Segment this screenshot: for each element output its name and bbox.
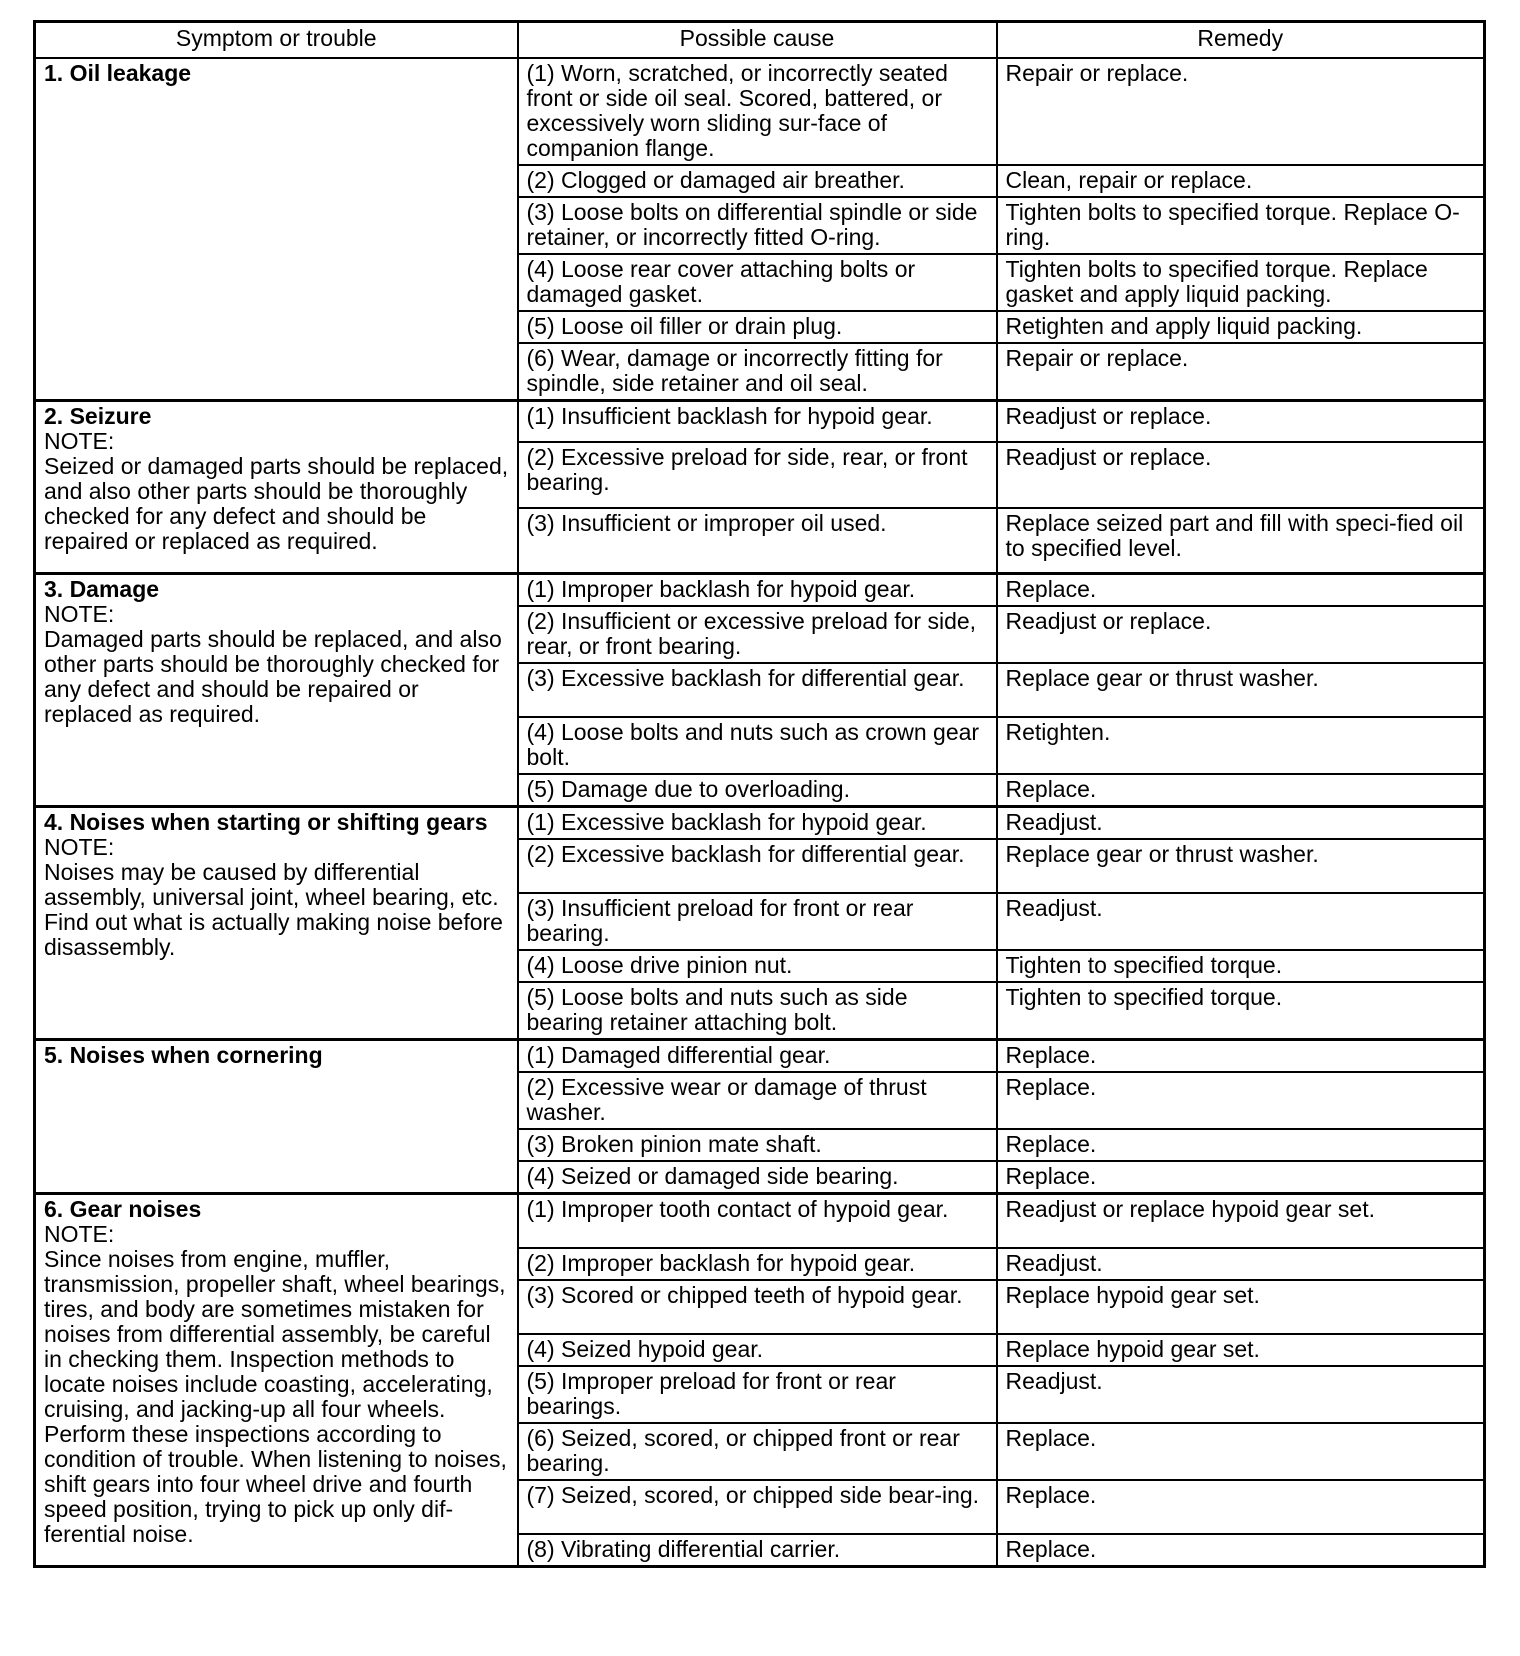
cause-cell: (1) Improper backlash for hypoid gear. bbox=[518, 574, 997, 607]
cause-cell: (6) Wear, damage or incorrectly fitting for spindle, side retainer and oil seal. bbox=[518, 343, 997, 401]
table-row bbox=[35, 1040, 1485, 1073]
cause-cell: (5) Damage due to overloading. bbox=[518, 774, 997, 807]
cause-cell: (8) Vibrating differential carrier. bbox=[518, 1534, 997, 1567]
remedy-cell: Replace gear or thrust washer. bbox=[997, 839, 1485, 893]
symptom-cell bbox=[35, 574, 518, 807]
symptom-cell bbox=[35, 58, 518, 401]
remedy-cell: Retighten. bbox=[997, 717, 1485, 774]
cause-cell: (5) Loose bolts and nuts such as side bearing retainer attaching bolt. bbox=[518, 982, 997, 1040]
cause-cell: (5) Loose oil filler or drain plug. bbox=[518, 311, 997, 343]
remedy-cell: Readjust. bbox=[997, 1248, 1485, 1280]
remedy-cell: Readjust. bbox=[997, 893, 1485, 950]
cause-cell: (2) Clogged or damaged air breather. bbox=[518, 165, 997, 197]
remedy-cell: Replace hypoid gear set. bbox=[997, 1334, 1485, 1366]
cause-cell: (1) Insufficient backlash for hypoid gear. bbox=[518, 401, 997, 442]
cause-cell: (4) Loose drive pinion nut. bbox=[518, 950, 997, 982]
header-remedy: Remedy bbox=[997, 22, 1485, 59]
remedy-cell: Readjust or replace. bbox=[997, 401, 1485, 442]
table-row bbox=[35, 807, 1485, 840]
remedy-cell: Tighten bolts to specified torque. Replace gasket and apply liquid packing. bbox=[997, 254, 1485, 311]
note-label: NOTE: bbox=[44, 428, 115, 454]
remedy-cell: Replace. bbox=[997, 1129, 1485, 1161]
cause-cell: (2) Improper backlash for hypoid gear. bbox=[518, 1248, 997, 1280]
remedy-cell: Replace. bbox=[997, 1480, 1485, 1534]
symptom-title: 6. Gear noises bbox=[44, 1196, 202, 1222]
remedy-cell: Readjust or replace. bbox=[997, 442, 1485, 508]
note-label: NOTE: bbox=[44, 1221, 115, 1247]
note-text: Damaged parts should be replaced, and also other parts should be thoroughly checked for any defect and should be repaired or replaced as required. bbox=[44, 626, 502, 727]
remedy-cell: Tighten to specified torque. bbox=[997, 950, 1485, 982]
remedy-cell: Replace. bbox=[997, 1423, 1485, 1480]
cause-cell: (3) Insufficient preload for front or rear bearing. bbox=[518, 893, 997, 950]
table-body bbox=[35, 58, 1485, 1566]
cause-cell: (7) Seized, scored, or chipped side bear-ing. bbox=[518, 1480, 997, 1534]
note-text: Seized or damaged parts should be replaced, and also other parts should be thoroughly checked for any defect and should be repaired or replaced as required. bbox=[44, 453, 509, 554]
remedy-cell: Replace. bbox=[997, 574, 1485, 607]
remedy-cell: Replace seized part and fill with speci-fied oil to specified level. bbox=[997, 508, 1485, 574]
troubleshooting-table bbox=[33, 20, 1486, 1568]
remedy-cell: Replace gear or thrust washer. bbox=[997, 663, 1485, 717]
remedy-cell: Readjust or replace. bbox=[997, 606, 1485, 663]
remedy-cell: Retighten and apply liquid packing. bbox=[997, 311, 1485, 343]
table-row bbox=[35, 58, 1485, 165]
cause-cell: (4) Seized hypoid gear. bbox=[518, 1334, 997, 1366]
cause-cell: (6) Seized, scored, or chipped front or rear bearing. bbox=[518, 1423, 997, 1480]
remedy-cell: Replace hypoid gear set. bbox=[997, 1280, 1485, 1334]
remedy-cell: Readjust. bbox=[997, 1366, 1485, 1423]
header-symptom: Symptom or trouble bbox=[35, 22, 518, 59]
header-row bbox=[35, 22, 1485, 59]
symptom-cell bbox=[35, 401, 518, 574]
symptom-title: 5. Noises when cornering bbox=[44, 1042, 323, 1068]
cause-cell: (1) Damaged differential gear. bbox=[518, 1040, 997, 1073]
remedy-cell: Clean, repair or replace. bbox=[997, 165, 1485, 197]
remedy-cell: Replace. bbox=[997, 1040, 1485, 1073]
table-row bbox=[35, 574, 1485, 607]
remedy-cell: Replace. bbox=[997, 774, 1485, 807]
cause-cell: (4) Loose rear cover attaching bolts or damaged gasket. bbox=[518, 254, 997, 311]
cause-cell: (3) Broken pinion mate shaft. bbox=[518, 1129, 997, 1161]
cause-cell: (1) Improper tooth contact of hypoid gear. bbox=[518, 1194, 997, 1248]
note-label: NOTE: bbox=[44, 601, 115, 627]
symptom-title: 2. Seizure bbox=[44, 403, 152, 429]
cause-cell: (3) Excessive backlash for differential gear. bbox=[518, 663, 997, 717]
symptom-title: 1. Oil leakage bbox=[44, 60, 192, 86]
cause-cell: (2) Excessive wear or damage of thrust washer. bbox=[518, 1072, 997, 1129]
remedy-cell: Tighten bolts to specified torque. Replace O-ring. bbox=[997, 197, 1485, 254]
note-label: NOTE: bbox=[44, 834, 115, 860]
table-row bbox=[35, 401, 1485, 442]
remedy-cell: Readjust. bbox=[997, 807, 1485, 840]
remedy-cell: Readjust or replace hypoid gear set. bbox=[997, 1194, 1485, 1248]
note-text: Noises may be caused by differential assembly, universal joint, wheel bearing, etc. Find out what is actually making noise before disassembly. bbox=[44, 859, 503, 960]
cause-cell: (1) Worn, scratched, or incorrectly seated front or side oil seal. Scored, battered, or excessively worn sliding sur-face of companion flange. bbox=[518, 58, 997, 165]
cause-cell: (4) Loose bolts and nuts such as crown gear bolt. bbox=[518, 717, 997, 774]
symptom-cell bbox=[35, 1040, 518, 1194]
remedy-cell: Repair or replace. bbox=[997, 58, 1485, 165]
remedy-cell: Replace. bbox=[997, 1161, 1485, 1194]
remedy-cell: Tighten to specified torque. bbox=[997, 982, 1485, 1040]
cause-cell: (2) Excessive preload for side, rear, or front bearing. bbox=[518, 442, 997, 508]
remedy-cell: Replace. bbox=[997, 1534, 1485, 1567]
remedy-cell: Repair or replace. bbox=[997, 343, 1485, 401]
cause-cell: (3) Loose bolts on differential spindle or side retainer, or incorrectly fitted O-ring. bbox=[518, 197, 997, 254]
cause-cell: (3) Scored or chipped teeth of hypoid gear. bbox=[518, 1280, 997, 1334]
table-row bbox=[35, 1194, 1485, 1248]
cause-cell: (5) Improper preload for front or rear bearings. bbox=[518, 1366, 997, 1423]
symptom-cell bbox=[35, 1194, 518, 1567]
cause-cell: (1) Excessive backlash for hypoid gear. bbox=[518, 807, 997, 840]
cause-cell: (4) Seized or damaged side bearing. bbox=[518, 1161, 997, 1194]
remedy-cell: Replace. bbox=[997, 1072, 1485, 1129]
cause-cell: (2) Insufficient or excessive preload for side, rear, or front bearing. bbox=[518, 606, 997, 663]
symptom-cell bbox=[35, 807, 518, 1040]
symptom-title: 3. Damage bbox=[44, 576, 160, 602]
symptom-title: 4. Noises when starting or shifting gears bbox=[44, 809, 488, 835]
cause-cell: (3) Insufficient or improper oil used. bbox=[518, 508, 997, 574]
cause-cell: (2) Excessive backlash for differential gear. bbox=[518, 839, 997, 893]
note-text: Since noises from engine, muffler, transmission, propeller shaft, wheel bearings, tires, and body are sometimes mistaken for noises from differential assembly, be careful in checking them. Inspection methods to locate noises include coasting, accelerating, cruising, and jacking-up all four wheels. Perform these inspections according to condition of trouble. When listening to noises, shift gears into four wheel drive and fourth speed position, trying to pick up only dif-ferential noise. bbox=[44, 1246, 507, 1547]
header-cause: Possible cause bbox=[518, 22, 997, 59]
